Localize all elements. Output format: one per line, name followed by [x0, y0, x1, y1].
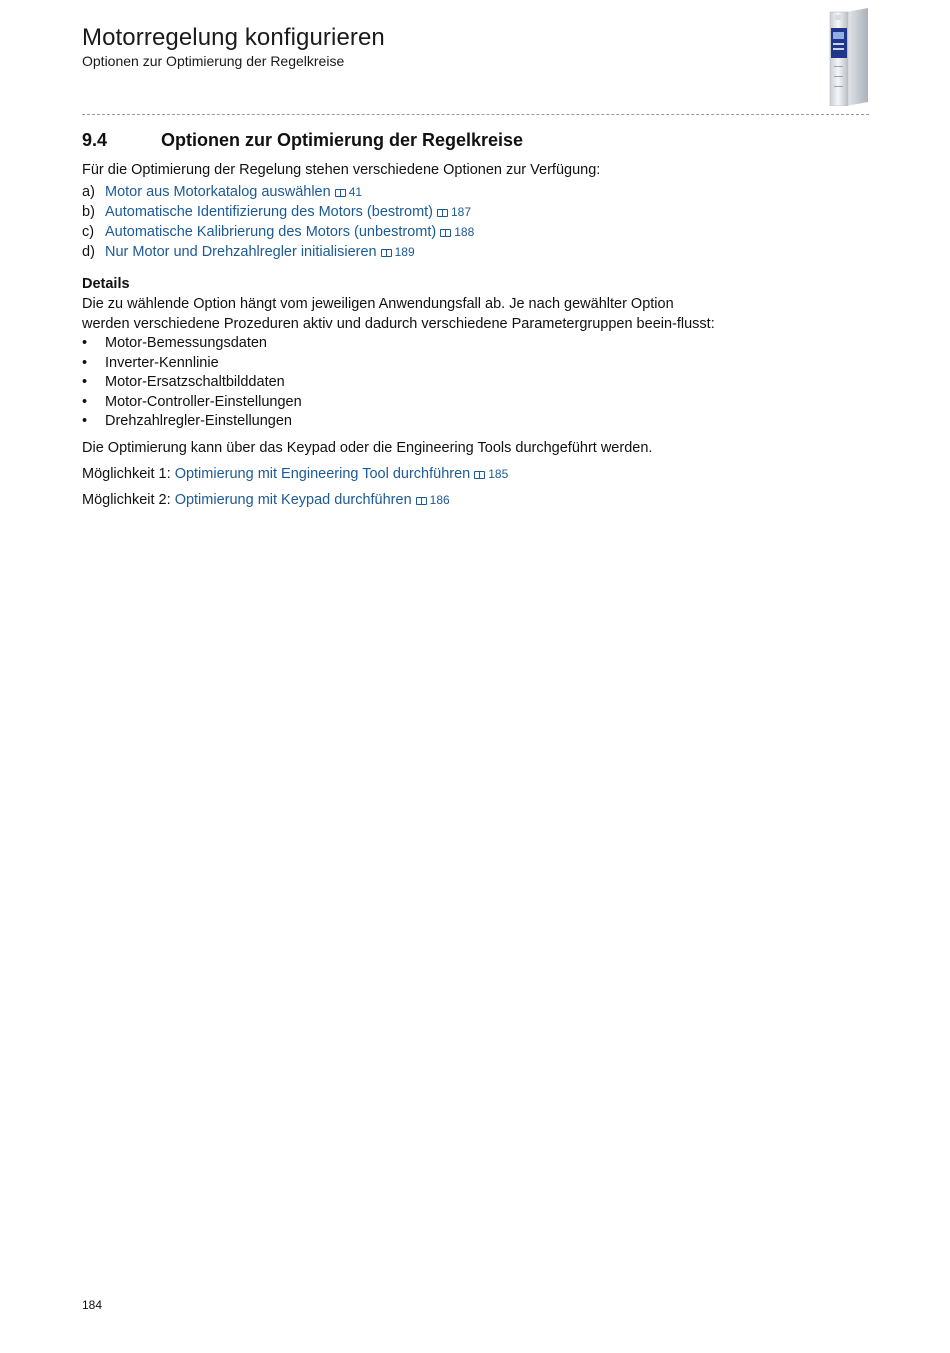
bullet-text: Drehzahlregler-Einstellungen — [105, 413, 292, 429]
page-header-subtitle: Optionen zur Optimierung der Regelkreise — [82, 53, 345, 69]
page-ref-number: 188 — [454, 225, 475, 239]
bullet-symbol: • — [82, 393, 88, 410]
possibility-link[interactable]: Optimierung mit Keypad durchführen — [174, 491, 412, 508]
details-text: Die zu wählende Option hängt vom jeweiligen Anwendungsfall ab. Je nach gewählter Option werden verschiedene Prozeduren aktiv und dadurch verschiedene Parametergruppen beein-flusst: — [82, 296, 715, 332]
page-reference[interactable] — [381, 245, 415, 259]
list-item — [82, 202, 722, 222]
book-icon — [416, 497, 427, 505]
option-link[interactable]: Nur Motor und Drehzahlregler initialisieren — [105, 244, 377, 260]
book-icon — [474, 471, 485, 479]
bullet-symbol: • — [82, 413, 88, 429]
page-ref-number: 187 — [451, 205, 472, 219]
page-ref-number: 189 — [394, 245, 415, 259]
page-reference[interactable] — [437, 205, 471, 219]
details-heading: Details — [82, 276, 130, 292]
list-item — [82, 373, 722, 393]
page-number: 184 — [82, 1298, 103, 1312]
option-letter: b) — [82, 204, 95, 220]
bullet-text: Inverter-Kennlinie — [105, 354, 219, 371]
bullet-symbol: • — [82, 374, 88, 390]
possibility-prefix: Möglichkeit 1: — [82, 465, 171, 482]
bullet-text: Motor-Ersatzschaltbilddaten — [105, 374, 285, 390]
page-ref-number: 186 — [429, 492, 450, 507]
inverter-device-image — [826, 6, 870, 106]
list-item — [82, 334, 722, 354]
section-number: 9.4 — [82, 130, 108, 150]
section-body — [82, 160, 722, 510]
possibility-1 — [82, 464, 722, 484]
bullet-text: Motor-Bemessungsdaten — [105, 335, 267, 351]
page-ref-number: 41 — [348, 185, 363, 199]
bullet-symbol: • — [82, 335, 88, 351]
list-item — [82, 182, 722, 202]
intro-text: Für die Optimierung der Regelung stehen verschiedene Optionen zur Verfügung: — [82, 162, 601, 178]
possibility-link[interactable]: Optimierung mit Engineering Tool durchführen — [174, 465, 471, 482]
parameter-groups-list — [82, 334, 722, 432]
list-item — [82, 242, 722, 262]
option-link[interactable]: Automatische Kalibrierung des Motors (unbestromt) — [105, 224, 437, 240]
option-letter: c) — [82, 224, 95, 240]
possibility-2 — [82, 490, 722, 510]
list-item — [82, 393, 722, 413]
header-divider — [82, 114, 869, 115]
book-icon — [381, 249, 392, 257]
section-title: Optionen zur Optimierung der Regelkreise — [161, 130, 524, 150]
possibility-prefix: Möglichkeit 2: — [82, 491, 171, 508]
book-icon — [437, 209, 448, 217]
book-icon — [440, 229, 451, 237]
bullet-text: Motor-Controller-Einstellungen — [105, 393, 302, 410]
page-reference[interactable] — [416, 493, 450, 507]
option-link[interactable]: Motor aus Motorkatalog auswählen — [105, 184, 331, 200]
page-reference[interactable] — [335, 185, 362, 199]
options-list — [82, 182, 722, 262]
page-header-title: Motorregelung konfigurieren — [82, 24, 385, 51]
option-link[interactable]: Automatische Identifizierung des Motors (bestromt) — [105, 204, 433, 220]
summary-text: Die Optimierung kann über das Keypad oder die Engineering Tools durchgeführt werden. — [82, 439, 653, 456]
list-item — [82, 354, 722, 374]
page-reference[interactable] — [440, 225, 474, 239]
list-item — [82, 222, 722, 242]
list-item — [82, 412, 722, 432]
option-letter: d) — [82, 244, 95, 260]
option-letter: a) — [82, 184, 95, 200]
bullet-symbol: • — [82, 354, 88, 371]
page-reference[interactable] — [474, 467, 508, 481]
page-ref-number: 185 — [488, 466, 509, 481]
book-icon — [335, 189, 346, 197]
